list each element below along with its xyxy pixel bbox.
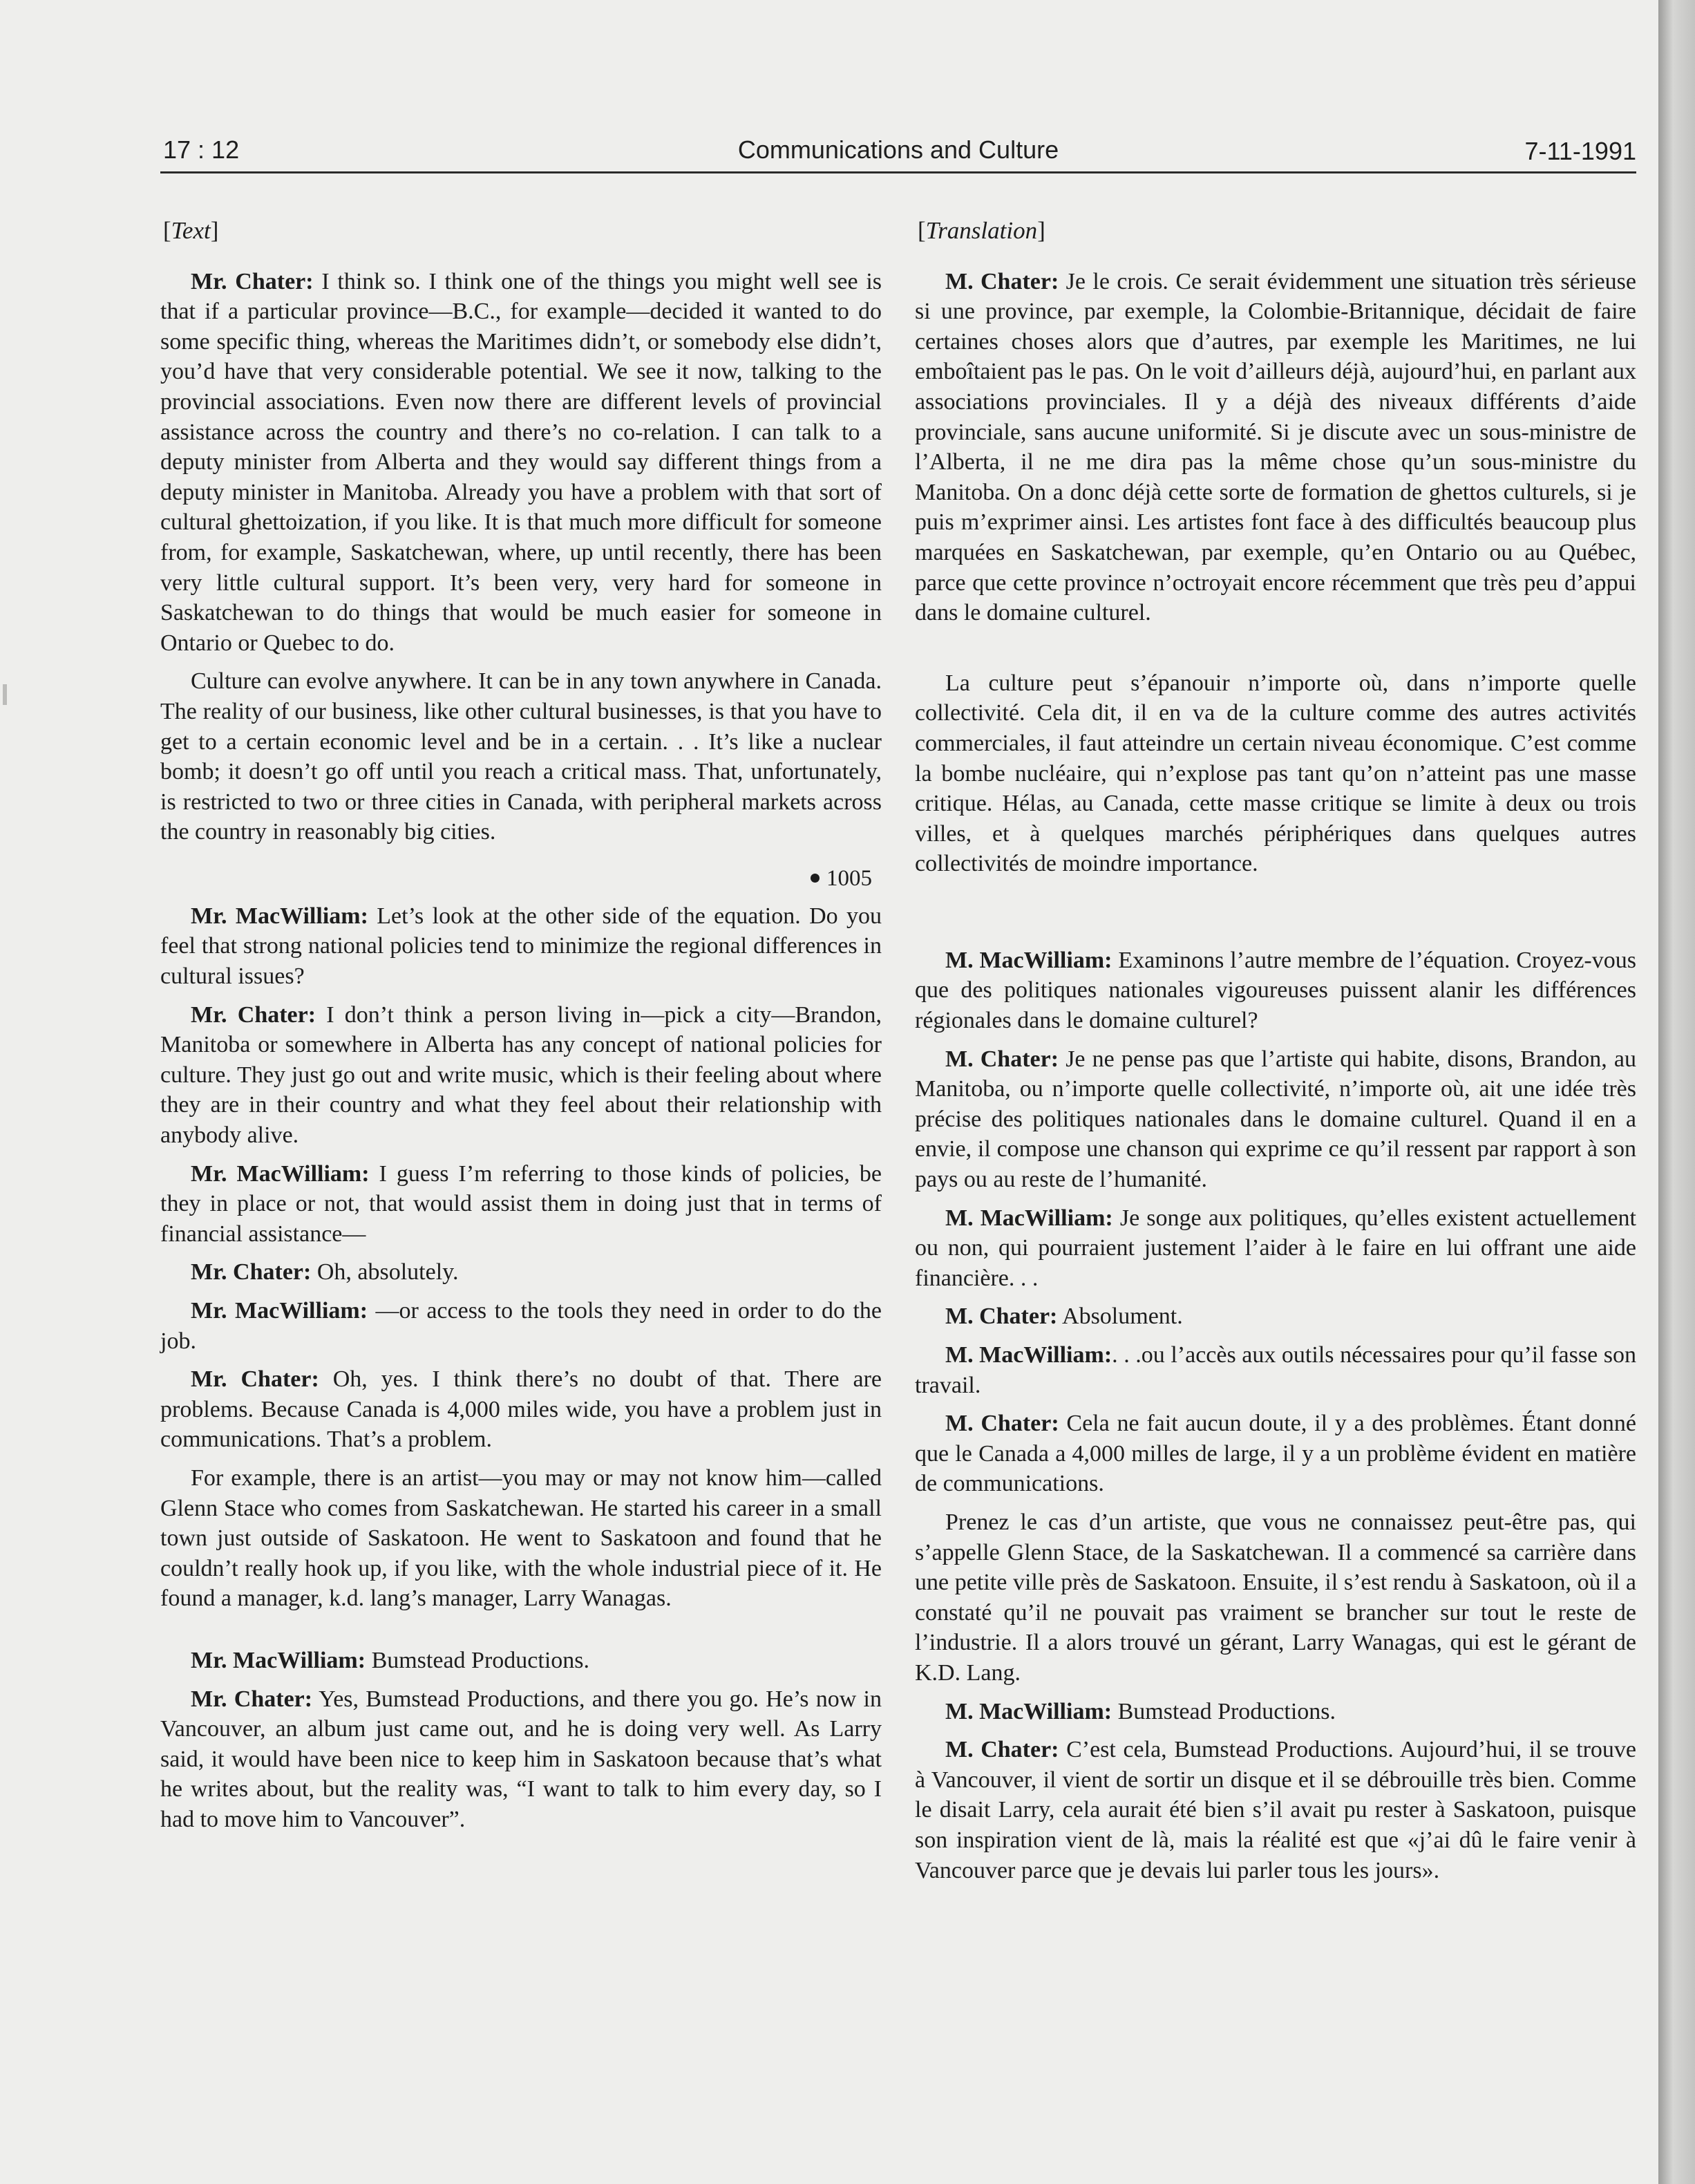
paragraph: Prenez le cas d’un artiste, que vous ne connaissez peut-être pas, qui s’appelle Glenn Stace, de la Saskatchewan. Il a commencé sa carrière dans une petite ville près de Saskatoon. Ensuite, il s’est rendu à Saskatoon, où il a constaté qu’il ne pouvait pas vraiment se brancher sur tout le reste de l’industrie. Il a alors trouvé un gérant, Larry Wanagas, qui est le gérant de K.D. Lang. xyxy=(915,1509,1636,1686)
speaker-name: M. Chater: xyxy=(945,1046,1059,1072)
paragraph: Mr. MacWilliam: I guess I’m referring to those kinds of policies, be they in place or not, that would assist them in doing just that in terms of financial assistance— xyxy=(160,1160,882,1247)
paragraph: Mr. Chater: I think so. I think one of the things you might well see is that if a particular province—B.C., for example—decided it wanted to do some specific thing, whereas the Maritimes didn’t, or somebody else didn’t, you’d have that very considerable potential. We see it now, talking to the provincial associations. Even now there are different levels of provincial assistance across the country and there’s no co-relation. I can talk to a deputy minister from Alberta and they would say different things from a deputy minister in Manitoba. Already you have a problem with that sort of cultural ghettoization, if you like. It is that much more difficult for someone from, for example, Saskatchewan, where, up until recently, there has been very little cultural support. It’s been very, very hard for someone in Saskatchewan to do things that would be much easier for someone in Ontario or Quebec to do. xyxy=(160,268,882,656)
speaker-name: Mr. Chater: xyxy=(191,1001,316,1028)
speaker-name: M. Chater: xyxy=(945,1411,1059,1437)
paragraph: M. Chater: Je le crois. Ce serait évidemment une situation très sérieuse si une province, par exemple, la Colombie-Britannique, décidait de faire certaines choses alors que d’autres, par exemple les Maritimes, ne lui emboîtaient pas le pas. On le voit d’ailleurs déjà, aujourd’hui, en parlant aux associations provinciales. Il y a déjà des niveaux différents d’aide provinciale, sans aucune uniformité. Si je discute avec un sous-ministre de l’Alberta, il ne me dira pas la même chose qu’un sous-ministre du Manitoba. On a donc déjà cette sorte de formation de ghettos culturels, si je puis m’exprimer ainsi. Les artistes font face à des difficultés beaucoup plus marquées en Saskatchewan, par exemple, qu’en Ontario ou au Québec, parce que cette province n’octroyait encore récemment que très peu d’appui dans le domaine culturel. xyxy=(915,268,1636,626)
speaker-name: Mr. MacWilliam: xyxy=(191,1647,366,1673)
speaker-name: M. MacWilliam: xyxy=(945,947,1112,973)
paragraph: Culture can evolve anywhere. It can be in any town anywhere in Canada. The reality of our business, like other cultural businesses, is that you have to get to a certain economic level and be in a certain. . . It’s like a nuclear bomb; it doesn’t go off until you reach a critical mass. That, unfortunately, is restricted to two or three cities in Canada, with peripheral markets across the country in reasonably big cities. xyxy=(160,668,882,845)
speaker-name: Mr. MacWilliam: xyxy=(191,903,368,929)
page-reference: 17 : 12 xyxy=(163,135,240,164)
paragraph: M. Chater: C’est cela, Bumstead Productions. Aujourd’hui, il se trouve à Vancouver, il vient de sortir un disque et il se débrouille très bien. Comme le disait Larry, cela aurait été bien s’il avait pu rester à Saskatoon, puisque son inspiration vient de là, mais la réalité est que «j’ai dû le faire venir à Vancouver parce que je devais lui parler tous les jours». xyxy=(915,1737,1636,1883)
english-column xyxy=(160,216,882,1843)
page-edge xyxy=(1658,0,1695,2184)
speaker-name: Mr. Chater: xyxy=(191,268,314,294)
header-date: 7-11-1991 xyxy=(1524,137,1636,165)
running-header xyxy=(160,135,1636,173)
speaker-name: M. Chater: xyxy=(945,1303,1058,1330)
paragraph: La culture peut s’épanouir n’importe où, dans n’importe quelle collectivité. Cela dit, il en va de la culture comme des autres activités commerciales, il faut atteindre un certain niveau économique. C’est comme la bombe nucléaire, qui n’explose pas tant qu’on n’atteint pas une masse critique. Hélas, au Canada, cette masse critique se limite à deux ou trois villes, et à quelques marchés périphériques dans quelques autres collectivités de moindre importance. xyxy=(915,670,1636,877)
paragraph: Mr. Chater: Oh, absolutely. xyxy=(191,1259,459,1286)
paragraph: Mr. Chater: I don’t think a person living in—pick a city—Brandon, Manitoba or somewhere in Alberta has any concept of national policies for culture. They just go out and write music, which is their feeling about where they are in their country and what they feel about their relationship with anybody alive. xyxy=(160,1001,882,1149)
paragraph: Mr. Chater: Yes, Bumstead Productions, and there you go. He’s now in Vancouver, an album just came out, and he is doing very well. As Larry said, it would have been nice to keep him in Saskatoon because that’s what he writes about, but the reality was, “I want to talk to him every day, so I had to move him to Vancouver”. xyxy=(160,1686,882,1832)
speaker-name: Mr. Chater: xyxy=(191,1259,312,1286)
speaker-name: M. Chater: xyxy=(945,1737,1059,1763)
speaker-name: M. MacWilliam: xyxy=(945,1342,1112,1368)
paragraph: M. MacWilliam: Bumstead Productions. xyxy=(945,1698,1336,1724)
paragraph: M. Chater: Je ne pense pas que l’artiste qui habite, disons, Brandon, au Manitoba, ou n’importe quelle collectivité, n’importe où, ait une idée très précise des politiques nationales dans le domaine culturel. Quand il en a envie, il compose une chanson qui exprime ce qu’il ressent par rapport à son pays ou au reste de l’humanité. xyxy=(915,1046,1636,1193)
header-title: Communications and Culture xyxy=(737,135,1059,164)
paragraph: Mr. Chater: Oh, yes. I think there’s no doubt of that. There are problems. Because Canada is 4,000 miles wide, you have a problem just in communications. That’s a problem. xyxy=(160,1366,882,1453)
time-marker: 1005 xyxy=(160,856,882,901)
speaker-name: M. MacWilliam: xyxy=(945,1205,1113,1231)
translation-tag: [Translation] xyxy=(918,217,1045,244)
paragraph: M. MacWilliam: Examinons l’autre membre de l’équation. Croyez-vous que des politiques nationales vigoureuses puissent alanir les différences régionales dans le domaine culturel? xyxy=(915,947,1636,1034)
paragraph: For example, there is an artist—you may or may not know him—called Glenn Stace who comes from Saskatchewan. He started his career in a small town just outside of Saskatoon. He went to Saskatoon and found that he couldn’t really hook up, if you like, with the whole industrial piece of it. He found a manager, k.d. lang’s manager, Larry Wanagas. xyxy=(160,1465,882,1612)
speaker-name: Mr. MacWilliam: xyxy=(191,1160,370,1187)
paragraph: Mr. MacWilliam: Let’s look at the other side of the equation. Do you feel that strong national policies tend to minimize the regional differences in cultural issues? xyxy=(160,903,882,990)
paragraph: M. Chater: Cela ne fait aucun doute, il y a des problèmes. Étant donné que le Canada a 4,000 milles de large, il y a un problème évident en matière de communications. xyxy=(915,1411,1636,1497)
scan-mark xyxy=(3,684,7,705)
paragraph: Mr. MacWilliam: Bumstead Productions. xyxy=(191,1647,589,1673)
speaker-name: Mr. MacWilliam: xyxy=(191,1298,368,1324)
french-column xyxy=(915,216,1636,1894)
paragraph: M. MacWilliam: Je songe aux politiques, qu’elles existent actuellement ou non, qui pourraient justement l’aider à le faire en lui offrant une aide financière. . . xyxy=(915,1205,1636,1291)
text-tag: [Text] xyxy=(163,217,219,244)
speaker-name: M. MacWilliam: xyxy=(945,1698,1112,1724)
speaker-name: M. Chater: xyxy=(945,268,1059,294)
speaker-name: Mr. Chater: xyxy=(191,1366,319,1393)
speaker-name: Mr. Chater: xyxy=(191,1686,313,1712)
paragraph: Mr. MacWilliam: —or access to the tools they need in order to do the job. xyxy=(160,1298,882,1354)
paragraph: M. MacWilliam:. . .ou l’accès aux outils nécessaires pour qu’il fasse son travail. xyxy=(915,1342,1636,1398)
paragraph: M. Chater: Absolument. xyxy=(945,1303,1183,1330)
bullet-icon xyxy=(811,874,820,883)
